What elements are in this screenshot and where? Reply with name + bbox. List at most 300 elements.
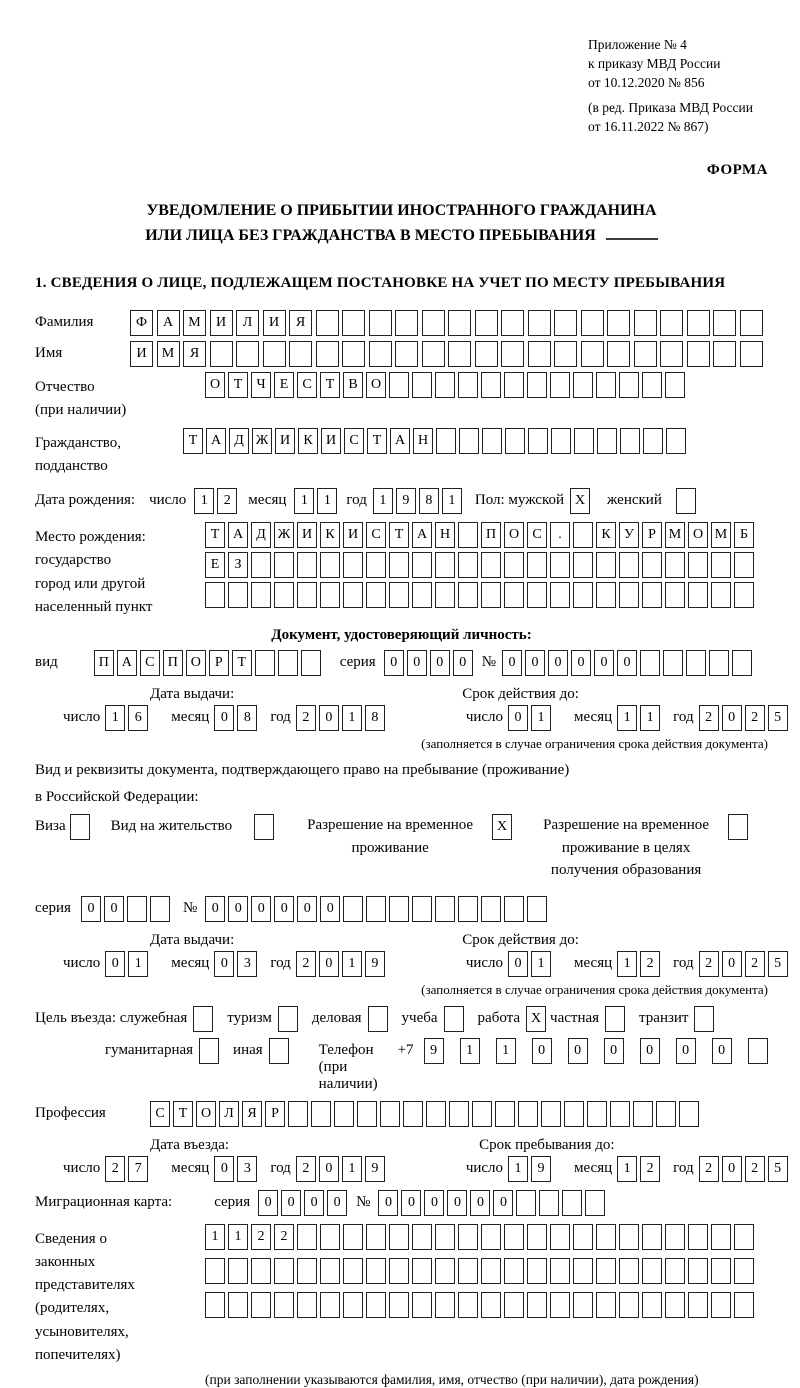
char-cell[interactable] xyxy=(619,582,639,608)
char-cell[interactable] xyxy=(481,1292,501,1318)
char-cell[interactable]: 1 xyxy=(317,488,337,514)
char-cell[interactable]: А xyxy=(412,522,432,548)
char-cell[interactable] xyxy=(596,1258,616,1284)
char-cell[interactable]: Е xyxy=(274,372,294,398)
char-cell[interactable]: М xyxy=(183,310,206,336)
char-cell[interactable]: Ф xyxy=(130,310,153,336)
char-cell[interactable]: 2 xyxy=(745,1156,765,1182)
char-cell[interactable] xyxy=(642,582,662,608)
char-cell[interactable] xyxy=(642,1224,662,1250)
char-cell[interactable] xyxy=(251,582,271,608)
private-checkbox[interactable] xyxy=(605,1006,625,1032)
char-cell[interactable] xyxy=(481,1258,501,1284)
char-cell[interactable]: 0 xyxy=(319,951,339,977)
char-cell[interactable]: Е xyxy=(205,552,225,578)
char-cell[interactable]: Т xyxy=(228,372,248,398)
char-cell[interactable] xyxy=(458,1292,478,1318)
char-cell[interactable] xyxy=(342,310,365,336)
char-cell[interactable] xyxy=(619,1258,639,1284)
char-cell[interactable] xyxy=(574,428,594,454)
char-cell[interactable] xyxy=(539,1190,559,1216)
char-cell[interactable] xyxy=(150,896,170,922)
char-cell[interactable] xyxy=(687,310,710,336)
char-cell[interactable] xyxy=(643,428,663,454)
char-cell[interactable]: 2 xyxy=(274,1224,294,1250)
char-cell[interactable] xyxy=(504,372,524,398)
char-cell[interactable]: И xyxy=(297,522,317,548)
char-cell[interactable] xyxy=(495,1101,515,1127)
char-cell[interactable] xyxy=(748,1038,768,1064)
char-cell[interactable] xyxy=(289,341,312,367)
char-cell[interactable]: 1 xyxy=(342,951,362,977)
char-cell[interactable]: 1 xyxy=(194,488,214,514)
char-cell[interactable]: 0 xyxy=(617,650,637,676)
char-cell[interactable] xyxy=(640,650,660,676)
char-cell[interactable] xyxy=(687,341,710,367)
transit-checkbox[interactable] xyxy=(694,1006,714,1032)
work-checkbox[interactable]: X xyxy=(526,1006,546,1032)
char-cell[interactable] xyxy=(210,341,233,367)
char-cell[interactable] xyxy=(435,372,455,398)
char-cell[interactable] xyxy=(504,1258,524,1284)
char-cell[interactable]: З xyxy=(228,552,248,578)
char-cell[interactable] xyxy=(528,341,551,367)
char-cell[interactable] xyxy=(581,341,604,367)
char-cell[interactable] xyxy=(274,1258,294,1284)
char-cell[interactable]: 0 xyxy=(604,1038,624,1064)
char-cell[interactable] xyxy=(550,1292,570,1318)
char-cell[interactable] xyxy=(263,341,286,367)
char-cell[interactable] xyxy=(343,1224,363,1250)
char-cell[interactable] xyxy=(422,341,445,367)
char-cell[interactable]: 7 xyxy=(128,1156,148,1182)
char-cell[interactable]: 2 xyxy=(296,705,316,731)
char-cell[interactable]: 0 xyxy=(319,1156,339,1182)
char-cell[interactable] xyxy=(740,310,763,336)
char-cell[interactable] xyxy=(436,428,456,454)
char-cell[interactable] xyxy=(573,582,593,608)
char-cell[interactable] xyxy=(734,1224,754,1250)
char-cell[interactable] xyxy=(596,582,616,608)
char-cell[interactable]: И xyxy=(210,310,233,336)
char-cell[interactable] xyxy=(320,1292,340,1318)
char-cell[interactable] xyxy=(527,896,547,922)
char-cell[interactable]: А xyxy=(117,650,137,676)
char-cell[interactable] xyxy=(504,552,524,578)
char-cell[interactable] xyxy=(228,582,248,608)
temp-residence-edu-checkbox[interactable] xyxy=(728,814,748,840)
temp-residence-checkbox[interactable]: X xyxy=(492,814,512,840)
char-cell[interactable]: 0 xyxy=(722,1156,742,1182)
char-cell[interactable] xyxy=(551,428,571,454)
char-cell[interactable]: 0 xyxy=(594,650,614,676)
char-cell[interactable]: 3 xyxy=(237,951,257,977)
char-cell[interactable]: 0 xyxy=(401,1190,421,1216)
char-cell[interactable]: О xyxy=(366,372,386,398)
char-cell[interactable] xyxy=(458,1258,478,1284)
char-cell[interactable] xyxy=(541,1101,561,1127)
char-cell[interactable]: 0 xyxy=(258,1190,278,1216)
char-cell[interactable] xyxy=(458,372,478,398)
char-cell[interactable] xyxy=(550,582,570,608)
char-cell[interactable]: 0 xyxy=(214,1156,234,1182)
char-cell[interactable] xyxy=(448,341,471,367)
char-cell[interactable] xyxy=(412,1292,432,1318)
char-cell[interactable]: 1 xyxy=(294,488,314,514)
char-cell[interactable] xyxy=(633,1101,653,1127)
char-cell[interactable]: А xyxy=(206,428,226,454)
char-cell[interactable] xyxy=(320,1258,340,1284)
char-cell[interactable] xyxy=(228,1292,248,1318)
char-cell[interactable] xyxy=(481,582,501,608)
char-cell[interactable] xyxy=(403,1101,423,1127)
char-cell[interactable]: А xyxy=(157,310,180,336)
char-cell[interactable]: 5 xyxy=(768,705,788,731)
char-cell[interactable] xyxy=(435,1258,455,1284)
char-cell[interactable] xyxy=(127,896,147,922)
char-cell[interactable]: 0 xyxy=(214,951,234,977)
char-cell[interactable]: 1 xyxy=(640,705,660,731)
char-cell[interactable] xyxy=(366,552,386,578)
char-cell[interactable] xyxy=(395,310,418,336)
char-cell[interactable] xyxy=(426,1101,446,1127)
char-cell[interactable] xyxy=(369,341,392,367)
char-cell[interactable]: С xyxy=(150,1101,170,1127)
char-cell[interactable]: 0 xyxy=(712,1038,732,1064)
char-cell[interactable]: 0 xyxy=(508,951,528,977)
char-cell[interactable]: 0 xyxy=(722,705,742,731)
char-cell[interactable]: 1 xyxy=(342,1156,362,1182)
char-cell[interactable] xyxy=(688,1258,708,1284)
char-cell[interactable] xyxy=(366,1258,386,1284)
char-cell[interactable]: 1 xyxy=(128,951,148,977)
char-cell[interactable]: 0 xyxy=(493,1190,513,1216)
char-cell[interactable] xyxy=(449,1101,469,1127)
char-cell[interactable]: 1 xyxy=(496,1038,516,1064)
char-cell[interactable] xyxy=(573,1292,593,1318)
char-cell[interactable]: Д xyxy=(251,522,271,548)
char-cell[interactable] xyxy=(274,552,294,578)
char-cell[interactable] xyxy=(596,1224,616,1250)
char-cell[interactable] xyxy=(740,341,763,367)
char-cell[interactable] xyxy=(711,1292,731,1318)
char-cell[interactable] xyxy=(475,341,498,367)
char-cell[interactable] xyxy=(527,372,547,398)
char-cell[interactable]: 0 xyxy=(104,896,124,922)
char-cell[interactable] xyxy=(619,552,639,578)
char-cell[interactable] xyxy=(573,552,593,578)
char-cell[interactable]: 8 xyxy=(419,488,439,514)
char-cell[interactable] xyxy=(320,552,340,578)
char-cell[interactable]: К xyxy=(298,428,318,454)
char-cell[interactable]: 1 xyxy=(373,488,393,514)
char-cell[interactable]: 1 xyxy=(342,705,362,731)
char-cell[interactable] xyxy=(435,1292,455,1318)
char-cell[interactable] xyxy=(301,650,321,676)
char-cell[interactable] xyxy=(686,650,706,676)
char-cell[interactable] xyxy=(316,341,339,367)
char-cell[interactable] xyxy=(679,1101,699,1127)
char-cell[interactable]: Я xyxy=(242,1101,262,1127)
char-cell[interactable]: 9 xyxy=(531,1156,551,1182)
char-cell[interactable] xyxy=(585,1190,605,1216)
char-cell[interactable]: В xyxy=(343,372,363,398)
char-cell[interactable] xyxy=(501,341,524,367)
char-cell[interactable] xyxy=(516,1190,536,1216)
char-cell[interactable]: 3 xyxy=(237,1156,257,1182)
char-cell[interactable] xyxy=(435,1224,455,1250)
char-cell[interactable] xyxy=(316,310,339,336)
char-cell[interactable] xyxy=(505,428,525,454)
char-cell[interactable]: 0 xyxy=(281,1190,301,1216)
char-cell[interactable] xyxy=(666,428,686,454)
char-cell[interactable] xyxy=(343,1292,363,1318)
char-cell[interactable]: 1 xyxy=(205,1224,225,1250)
char-cell[interactable] xyxy=(366,1292,386,1318)
char-cell[interactable]: У xyxy=(619,522,639,548)
char-cell[interactable] xyxy=(366,1224,386,1250)
char-cell[interactable]: 1 xyxy=(228,1224,248,1250)
char-cell[interactable] xyxy=(343,582,363,608)
char-cell[interactable]: О xyxy=(688,522,708,548)
char-cell[interactable]: С xyxy=(297,372,317,398)
char-cell[interactable] xyxy=(709,650,729,676)
char-cell[interactable]: Т xyxy=(320,372,340,398)
business-checkbox[interactable] xyxy=(368,1006,388,1032)
char-cell[interactable]: 0 xyxy=(304,1190,324,1216)
char-cell[interactable]: 0 xyxy=(81,896,101,922)
char-cell[interactable] xyxy=(320,582,340,608)
char-cell[interactable] xyxy=(665,1258,685,1284)
char-cell[interactable] xyxy=(343,896,363,922)
char-cell[interactable]: И xyxy=(130,341,153,367)
char-cell[interactable]: Ж xyxy=(252,428,272,454)
char-cell[interactable] xyxy=(550,372,570,398)
char-cell[interactable]: 2 xyxy=(745,705,765,731)
char-cell[interactable]: М xyxy=(665,522,685,548)
char-cell[interactable]: 5 xyxy=(768,1156,788,1182)
char-cell[interactable] xyxy=(297,582,317,608)
char-cell[interactable] xyxy=(660,341,683,367)
char-cell[interactable] xyxy=(389,1224,409,1250)
char-cell[interactable] xyxy=(573,1258,593,1284)
char-cell[interactable] xyxy=(665,582,685,608)
char-cell[interactable]: 0 xyxy=(228,896,248,922)
char-cell[interactable] xyxy=(642,1292,662,1318)
char-cell[interactable]: 0 xyxy=(320,896,340,922)
char-cell[interactable]: 2 xyxy=(251,1224,271,1250)
char-cell[interactable]: Т xyxy=(183,428,203,454)
char-cell[interactable] xyxy=(357,1101,377,1127)
char-cell[interactable]: 2 xyxy=(640,1156,660,1182)
char-cell[interactable] xyxy=(597,428,617,454)
char-cell[interactable] xyxy=(711,552,731,578)
char-cell[interactable] xyxy=(550,1224,570,1250)
char-cell[interactable] xyxy=(475,310,498,336)
char-cell[interactable] xyxy=(711,1224,731,1250)
char-cell[interactable] xyxy=(343,552,363,578)
char-cell[interactable] xyxy=(581,310,604,336)
char-cell[interactable] xyxy=(587,1101,607,1127)
char-cell[interactable] xyxy=(228,1258,248,1284)
char-cell[interactable] xyxy=(251,552,271,578)
char-cell[interactable]: Т xyxy=(389,522,409,548)
char-cell[interactable]: Р xyxy=(265,1101,285,1127)
char-cell[interactable] xyxy=(274,582,294,608)
char-cell[interactable] xyxy=(435,896,455,922)
char-cell[interactable]: 0 xyxy=(327,1190,347,1216)
char-cell[interactable] xyxy=(311,1101,331,1127)
tourism-checkbox[interactable] xyxy=(278,1006,298,1032)
char-cell[interactable]: 0 xyxy=(676,1038,696,1064)
char-cell[interactable] xyxy=(620,428,640,454)
char-cell[interactable] xyxy=(501,310,524,336)
char-cell[interactable]: С xyxy=(366,522,386,548)
char-cell[interactable] xyxy=(412,1224,432,1250)
char-cell[interactable] xyxy=(458,552,478,578)
char-cell[interactable]: 8 xyxy=(365,705,385,731)
char-cell[interactable]: 1 xyxy=(617,705,637,731)
char-cell[interactable] xyxy=(458,522,478,548)
official-checkbox[interactable] xyxy=(193,1006,213,1032)
char-cell[interactable]: 0 xyxy=(502,650,522,676)
gender-female-checkbox[interactable] xyxy=(676,488,696,514)
char-cell[interactable] xyxy=(380,1101,400,1127)
char-cell[interactable]: 0 xyxy=(384,650,404,676)
char-cell[interactable]: О xyxy=(504,522,524,548)
char-cell[interactable] xyxy=(504,1224,524,1250)
char-cell[interactable] xyxy=(422,310,445,336)
char-cell[interactable]: Л xyxy=(236,310,259,336)
char-cell[interactable]: А xyxy=(228,522,248,548)
char-cell[interactable]: 0 xyxy=(378,1190,398,1216)
char-cell[interactable]: 0 xyxy=(568,1038,588,1064)
char-cell[interactable] xyxy=(389,552,409,578)
humanitarian-checkbox[interactable] xyxy=(199,1038,219,1064)
char-cell[interactable] xyxy=(528,428,548,454)
char-cell[interactable] xyxy=(554,310,577,336)
char-cell[interactable] xyxy=(527,1292,547,1318)
char-cell[interactable]: 0 xyxy=(532,1038,552,1064)
char-cell[interactable] xyxy=(734,552,754,578)
char-cell[interactable]: 0 xyxy=(274,896,294,922)
char-cell[interactable]: 2 xyxy=(699,951,719,977)
char-cell[interactable] xyxy=(343,1258,363,1284)
char-cell[interactable] xyxy=(251,1292,271,1318)
char-cell[interactable]: П xyxy=(94,650,114,676)
char-cell[interactable] xyxy=(663,650,683,676)
char-cell[interactable] xyxy=(205,1292,225,1318)
char-cell[interactable]: С xyxy=(527,522,547,548)
char-cell[interactable]: 2 xyxy=(699,705,719,731)
char-cell[interactable] xyxy=(435,552,455,578)
char-cell[interactable]: 2 xyxy=(105,1156,125,1182)
char-cell[interactable]: 1 xyxy=(531,705,551,731)
char-cell[interactable] xyxy=(610,1101,630,1127)
char-cell[interactable] xyxy=(713,310,736,336)
char-cell[interactable] xyxy=(297,1292,317,1318)
char-cell[interactable] xyxy=(665,1292,685,1318)
char-cell[interactable] xyxy=(688,1224,708,1250)
char-cell[interactable]: 2 xyxy=(699,1156,719,1182)
char-cell[interactable]: Т xyxy=(367,428,387,454)
char-cell[interactable]: 0 xyxy=(548,650,568,676)
char-cell[interactable]: А xyxy=(390,428,410,454)
char-cell[interactable] xyxy=(619,372,639,398)
char-cell[interactable]: 8 xyxy=(237,705,257,731)
char-cell[interactable] xyxy=(412,896,432,922)
char-cell[interactable]: . xyxy=(550,522,570,548)
char-cell[interactable] xyxy=(642,552,662,578)
char-cell[interactable] xyxy=(472,1101,492,1127)
char-cell[interactable]: Д xyxy=(229,428,249,454)
char-cell[interactable] xyxy=(435,582,455,608)
char-cell[interactable]: И xyxy=(263,310,286,336)
char-cell[interactable] xyxy=(458,582,478,608)
char-cell[interactable] xyxy=(596,552,616,578)
char-cell[interactable]: О xyxy=(196,1101,216,1127)
char-cell[interactable]: 0 xyxy=(251,896,271,922)
char-cell[interactable] xyxy=(734,582,754,608)
char-cell[interactable] xyxy=(504,896,524,922)
char-cell[interactable] xyxy=(619,1224,639,1250)
residence-permit-checkbox[interactable] xyxy=(254,814,274,840)
char-cell[interactable] xyxy=(481,552,501,578)
visa-checkbox[interactable] xyxy=(70,814,90,840)
char-cell[interactable] xyxy=(527,552,547,578)
char-cell[interactable] xyxy=(389,1292,409,1318)
char-cell[interactable] xyxy=(642,1258,662,1284)
char-cell[interactable] xyxy=(734,1292,754,1318)
char-cell[interactable]: 1 xyxy=(508,1156,528,1182)
char-cell[interactable]: С xyxy=(140,650,160,676)
char-cell[interactable] xyxy=(205,582,225,608)
char-cell[interactable] xyxy=(389,372,409,398)
char-cell[interactable] xyxy=(389,582,409,608)
char-cell[interactable] xyxy=(481,1224,501,1250)
char-cell[interactable] xyxy=(320,1224,340,1250)
char-cell[interactable]: 2 xyxy=(217,488,237,514)
char-cell[interactable]: Р xyxy=(209,650,229,676)
char-cell[interactable] xyxy=(278,650,298,676)
char-cell[interactable]: 1 xyxy=(460,1038,480,1064)
char-cell[interactable]: 0 xyxy=(722,951,742,977)
char-cell[interactable]: 0 xyxy=(640,1038,660,1064)
char-cell[interactable] xyxy=(458,1224,478,1250)
char-cell[interactable] xyxy=(573,1224,593,1250)
char-cell[interactable]: Н xyxy=(413,428,433,454)
char-cell[interactable]: 0 xyxy=(525,650,545,676)
char-cell[interactable] xyxy=(688,582,708,608)
char-cell[interactable] xyxy=(688,552,708,578)
char-cell[interactable] xyxy=(297,1258,317,1284)
char-cell[interactable] xyxy=(564,1101,584,1127)
char-cell[interactable]: 0 xyxy=(508,705,528,731)
char-cell[interactable] xyxy=(504,582,524,608)
char-cell[interactable] xyxy=(550,1258,570,1284)
char-cell[interactable] xyxy=(395,341,418,367)
char-cell[interactable] xyxy=(342,341,365,367)
char-cell[interactable]: Н xyxy=(435,522,455,548)
char-cell[interactable]: 1 xyxy=(617,951,637,977)
char-cell[interactable]: С xyxy=(344,428,364,454)
char-cell[interactable] xyxy=(366,896,386,922)
char-cell[interactable] xyxy=(389,1258,409,1284)
char-cell[interactable]: Я xyxy=(289,310,312,336)
char-cell[interactable] xyxy=(481,372,501,398)
char-cell[interactable]: М xyxy=(157,341,180,367)
char-cell[interactable] xyxy=(369,310,392,336)
